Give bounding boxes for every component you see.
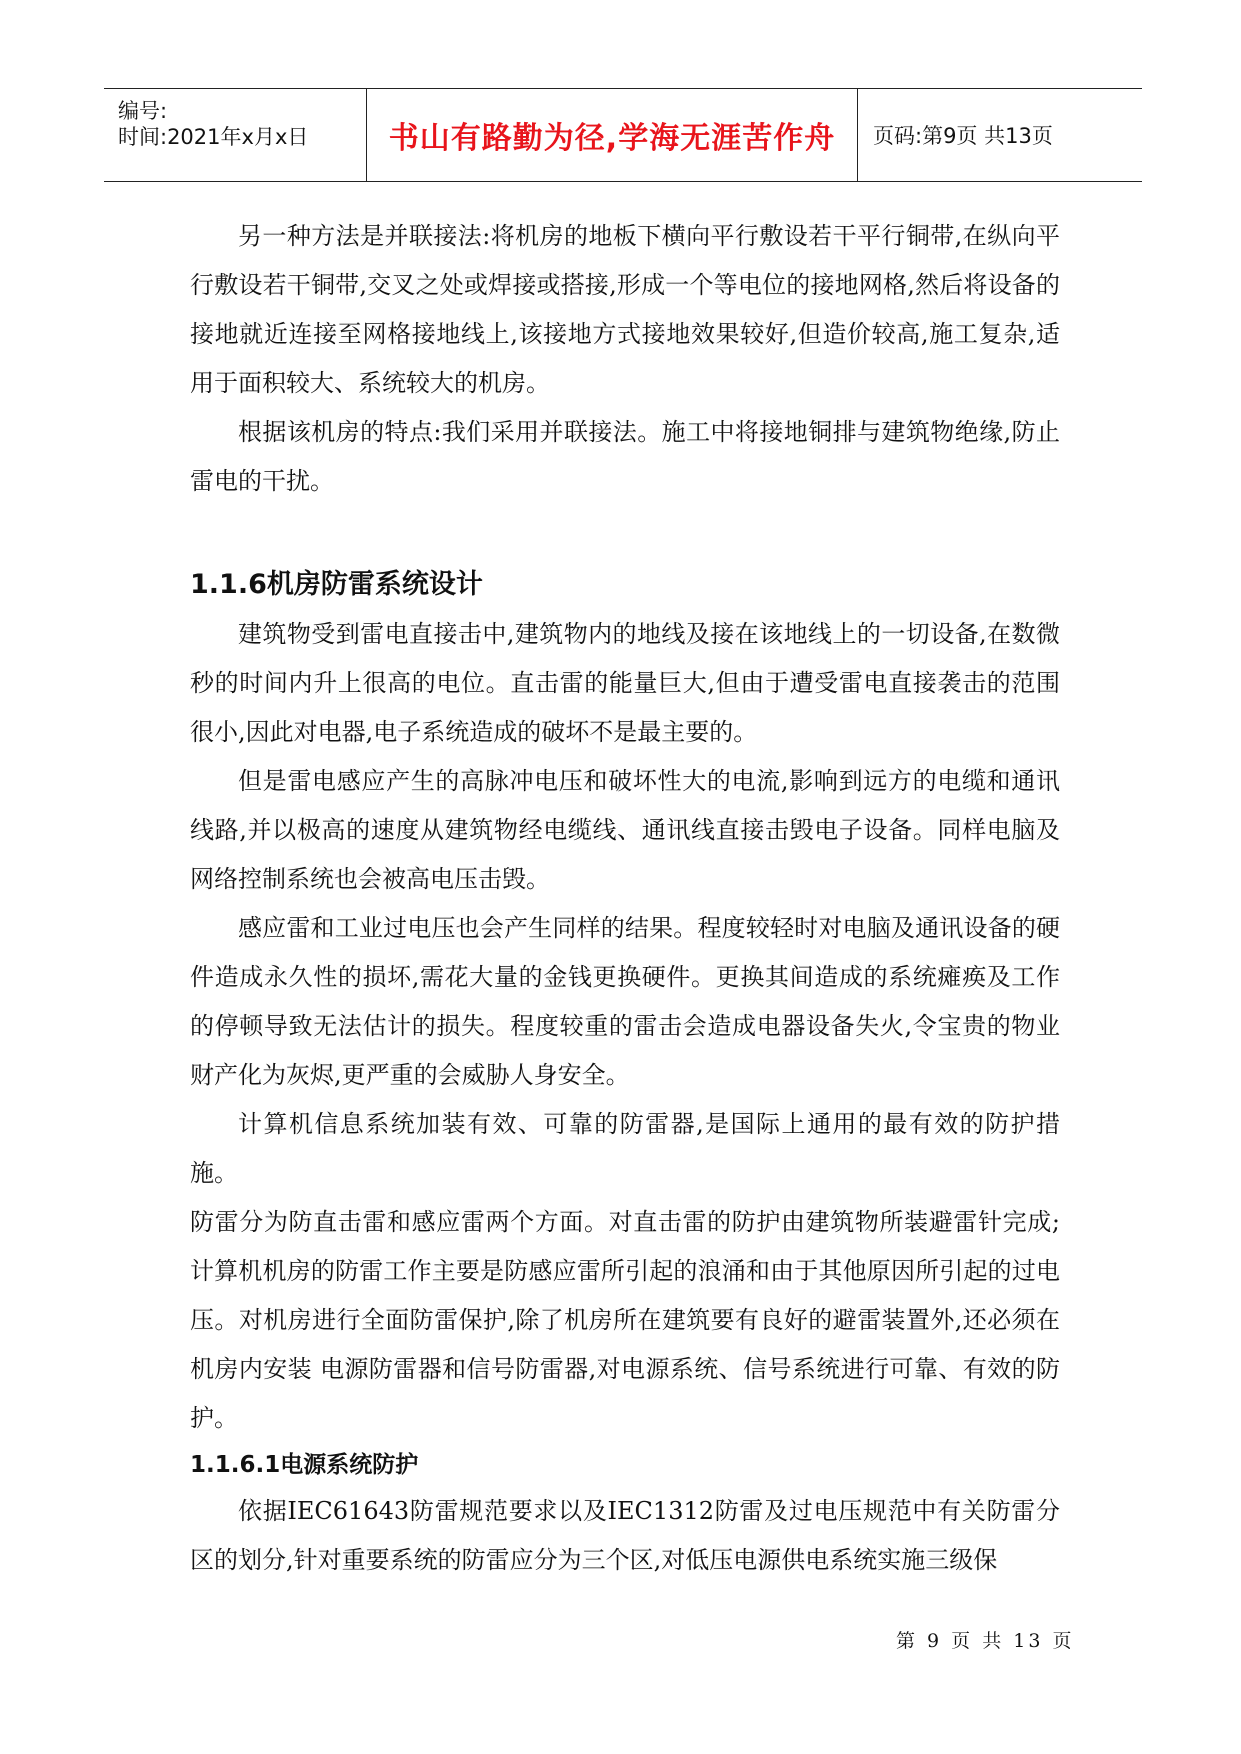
document-number-label: 编号: bbox=[118, 99, 168, 123]
header-motto-cell bbox=[367, 89, 858, 181]
page-footer-number: 第 9 页 共 13 页 bbox=[896, 1630, 1075, 1652]
header-motto: 书山有路勤为径,学海无涯苦作舟 bbox=[388, 121, 836, 156]
header-left-cell bbox=[104, 89, 367, 181]
paragraph-protection-measure: 计算机信息系统加装有效、可靠的防雷器,是国际上通用的最有效的防护措施。 bbox=[190, 1110, 1060, 1187]
paragraph-induced-voltage: 但是雷电感应产生的高脉冲电压和破坏性大的电流,影响到远方的电缆和通讯线路,并以极高的速度从建筑物经电缆线、通讯线直接击毁电子设备。同样电脑及网络控制系统也会被高电压击毁。 bbox=[190, 767, 1060, 893]
paragraph-parallel-grounding: 另一种方法是并联接法:将机房的地板下横向平行敷设若干平行铜带,在纵向平行敷设若干铜带,交叉之处或焊接或搭接,形成一个等电位的接地网格,然后将设备的接地就近连接至网格接地线上,该接地方式接地效果较好,但造价较高,施工复杂,适用于面积较大、系统较大的机房。 bbox=[190, 222, 1060, 397]
header-page-cell bbox=[859, 89, 1142, 181]
document-body bbox=[190, 212, 1060, 1585]
document-time-label: 时间:2021年x月x日 bbox=[118, 125, 309, 149]
subsection-heading-power-protection: 1.1.6.1电源系统防护 bbox=[190, 1452, 419, 1478]
paragraph-machine-room-choice: 根据该机房的特点:我们采用并联接法。施工中将接地铜排与建筑物绝缘,防止雷电的干扰。 bbox=[190, 418, 1060, 495]
header-page-info: 页码:第9页 共13页 bbox=[873, 124, 1053, 148]
section-heading-lightning-design: 1.1.6机房防雷系统设计 bbox=[190, 569, 483, 600]
paragraph-iec-standard: 依据IEC61643防雷规范要求以及IEC1312防雷及过电压规范中有关防雷分区的划分,针对重要系统的防雷应分为三个区,对低压电源供电系统实施三级保 bbox=[190, 1497, 1060, 1574]
paragraph-protection-types: 防雷分为防直击雷和感应雷两个方面。对直击雷的防护由建筑物所装避雷针完成;计算机机房的防雷工作主要是防感应雷所引起的浪涌和由于其他原因所引起的过电压。对机房进行全面防雷保护,除了机房所在建筑要有良好的避雷装置外,还必须在机房内安装 电源防雷器和信号防雷器,对电源系统、信号系统进行可靠、有效的防护。 bbox=[190, 1208, 1060, 1432]
page-header bbox=[104, 88, 1142, 182]
paragraph-induced-lightning-damage: 感应雷和工业过电压也会产生同样的结果。程度较轻时对电脑及通讯设备的硬件造成永久性的损坏,需花大量的金钱更换硬件。更换其间造成的系统瘫痪及工作的停顿导致无法估计的损失。程度较重的雷击会造成电器设备失火,令宝贵的物业财产化为灰烬,更严重的会威胁人身安全。 bbox=[190, 914, 1060, 1089]
paragraph-direct-strike: 建筑物受到雷电直接击中,建筑物内的地线及接在该地线上的一切设备,在数微秒的时间内升上很高的电位。直击雷的能量巨大,但由于遭受雷电直接袭击的范围很小,因此对电器,电子系统造成的破坏不是最主要的。 bbox=[190, 620, 1060, 746]
